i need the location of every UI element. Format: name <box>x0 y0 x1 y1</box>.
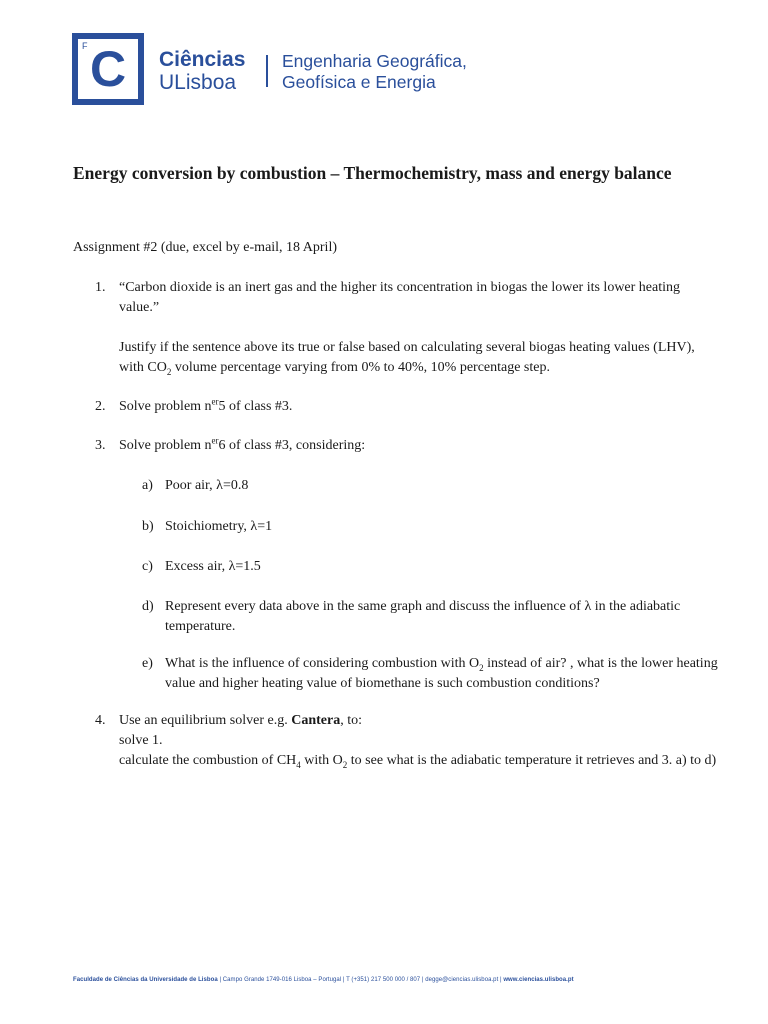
text-segment: calculate the combustion of CH <box>119 753 297 768</box>
sub-question-c <box>119 557 723 577</box>
sub-question-e <box>119 654 723 694</box>
footer-separator: | <box>500 977 502 983</box>
footer-separator: | <box>421 977 424 983</box>
sub-question-text <box>165 654 723 694</box>
superscript: er <box>211 435 219 446</box>
superscript: er <box>211 396 219 407</box>
sub-question-text: Stoichiometry, λ=1 <box>165 519 273 534</box>
sub-question-a <box>119 476 723 496</box>
footer-separator: | <box>219 977 222 983</box>
department-line-1: Engenharia Geográfica, <box>282 51 467 71</box>
question-3 <box>73 436 723 694</box>
document-title: Energy conversion by combustion – Thermochemistry, mass and energy balance <box>73 163 672 183</box>
logo-small-letter: F <box>82 41 88 51</box>
faculty-logo <box>72 33 144 105</box>
question-2-text <box>119 397 723 417</box>
question-1 <box>73 278 723 378</box>
text-segment: 6 of class #3, considering: <box>218 438 366 453</box>
sub-question-text: Poor air, λ=0.8 <box>165 478 249 493</box>
question-1-text <box>119 338 723 378</box>
cantera-keyword: Cantera <box>291 713 341 728</box>
text-segment: What is the influence of considering combustion with O <box>165 656 480 671</box>
text-segment: with O <box>300 753 343 768</box>
footer-email[interactable]: degge@ciencias.ulisboa.pt <box>425 977 499 983</box>
sub-question-list <box>119 476 723 694</box>
footer-website[interactable]: www.ciencias.ulisboa.pt <box>503 977 574 983</box>
question-4 <box>73 711 723 771</box>
question-number: 2. <box>95 399 106 414</box>
footer-address: Campo Grande 1749-016 Lisboa – Portugal <box>222 977 342 983</box>
footer-faculty: Faculdade de Ciências da Universidade de Lisboa <box>73 977 218 983</box>
question-4-line-2: solve 1. <box>119 733 163 748</box>
sub-question-letter: e) <box>142 656 153 671</box>
text-segment: volume percentage varying from 0% to 40%, 10% percentage step. <box>171 360 550 375</box>
text-segment: Use an equilibrium solver e.g. <box>119 713 292 728</box>
brand-divider <box>266 55 268 87</box>
sub-question-letter: b) <box>142 519 154 534</box>
subscript: 2 <box>342 759 348 770</box>
text-segment: , to: <box>340 713 363 728</box>
question-number: 1. <box>95 280 106 295</box>
text-segment: Solve problem n <box>119 399 212 414</box>
sub-question-d <box>119 597 723 637</box>
subscript: 2 <box>166 366 172 377</box>
text-segment: Justify if the sentence above its true or false based on calculating several biogas heating values (LHV), with CO <box>119 340 695 375</box>
sub-question-text: Represent every data above in the same graph and discuss the influence of λ in the adiabatic temperature. <box>165 599 681 634</box>
question-list <box>73 278 723 771</box>
subscript: 4 <box>296 759 301 770</box>
question-number: 4. <box>95 713 106 728</box>
text-segment: instead of air? , what is the lower heating value and higher heating value of biomethane is such combustion conditions? <box>165 656 718 691</box>
sub-question-letter: d) <box>142 599 154 614</box>
question-1-quote: “Carbon dioxide is an inert gas and the higher its concentration in biogas the lower its lower heating value.” <box>119 280 681 315</box>
footer-separator: | <box>342 977 345 983</box>
brand-line-1: Ciências <box>159 48 246 71</box>
department-line-2: Geofísica e Energia <box>282 72 436 92</box>
sub-question-text: Excess air, λ=1.5 <box>165 559 261 574</box>
question-4-line-1 <box>119 711 723 731</box>
subscript: 2 <box>479 662 484 673</box>
brand-name <box>159 48 245 94</box>
question-number: 3. <box>95 438 106 453</box>
sub-question-letter: c) <box>142 559 153 574</box>
page-footer <box>73 977 733 983</box>
question-3-text <box>119 436 723 456</box>
sub-question-b <box>119 517 723 537</box>
question-4-line-3 <box>119 751 723 771</box>
question-2 <box>73 397 723 417</box>
sub-question-letter: a) <box>142 478 153 493</box>
logo-letter: C <box>89 41 127 97</box>
assignment-line: Assignment #2 (due, excel by e-mail, 18 April) <box>73 240 337 255</box>
footer-phone: T (+351) 217 500 000 / 807 <box>346 977 421 983</box>
text-segment: 5 of class #3. <box>218 399 293 414</box>
text-segment: Solve problem n <box>119 438 212 453</box>
department-name <box>282 51 467 93</box>
brand-line-2: ULisboa <box>159 71 237 94</box>
text-segment: to see what is the adiabatic temperature it retrieves and 3. a) to d) <box>347 753 717 768</box>
